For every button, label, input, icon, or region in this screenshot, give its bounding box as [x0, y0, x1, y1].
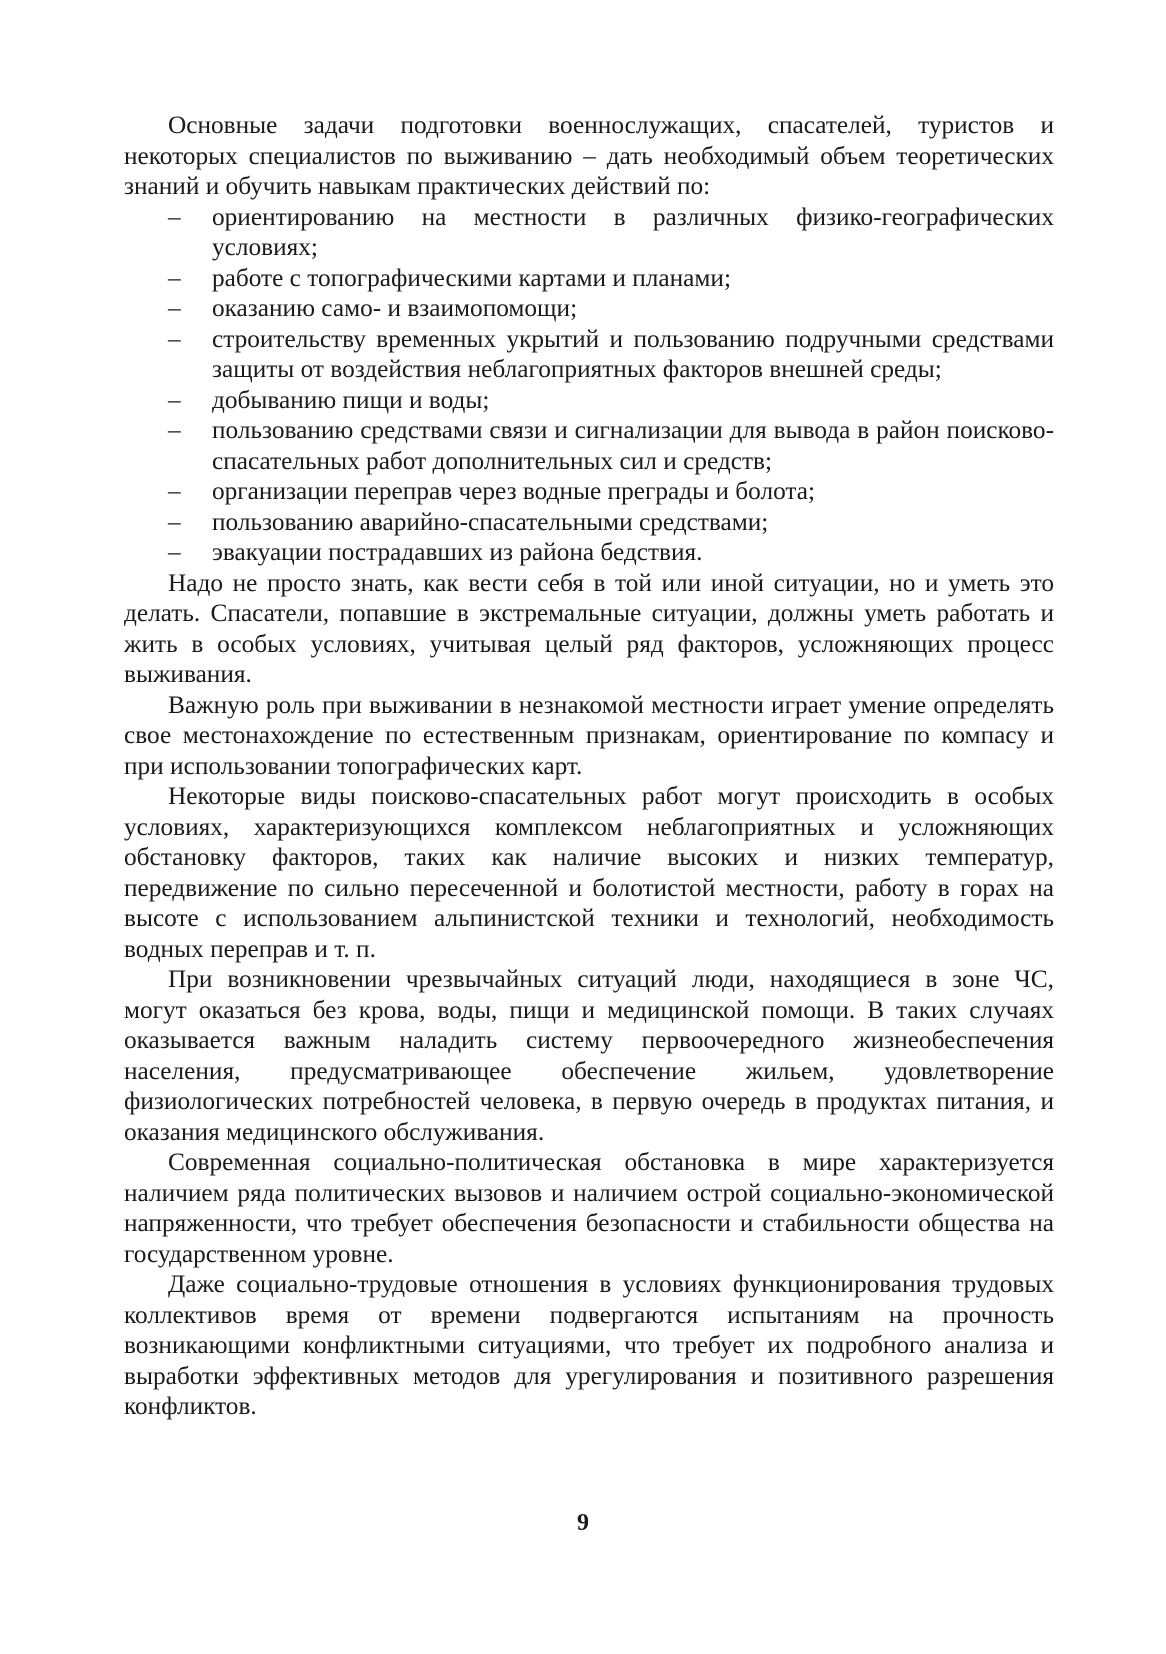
body-paragraph: Некоторые виды поисково-спасательных работ могут происходить в особых условиях, характеризующихся комплексом неблагоприятных и усложняющих обстановку факторов, таких как наличие высоких и низких температур, передвижение по сильно пересеченной и болотистой местности, работу в горах на высоте с использованием альпинистской техники и технологий, необходимость водных переправ и т. п.	[124, 782, 1054, 963]
list-dash: –	[168, 263, 181, 292]
list-item	[124, 385, 1054, 416]
page-number: 9	[577, 1510, 589, 1536]
list-item	[124, 476, 1054, 507]
list-item-text: ориентированию на местности в различных физико-географических условиях;	[212, 202, 1054, 261]
list-item-text: строительству временных укрытий и пользованию подручными средствами защиты от воздействия неблагоприятных факторов внешней среды;	[212, 324, 1054, 383]
list-dash: –	[168, 477, 181, 505]
list-item	[124, 507, 1054, 538]
list-dash: –	[168, 294, 181, 322]
list-item-text: работе с топографическими картами и планами;	[212, 263, 731, 292]
list-item-text: оказанию само- и взаимопомощи;	[212, 294, 578, 322]
list-item	[124, 415, 1054, 476]
list-dash: –	[168, 507, 181, 536]
page-body	[124, 110, 1054, 1422]
list-dash: –	[168, 324, 181, 353]
list-item	[124, 202, 1054, 263]
body-paragraph: Даже социально-трудовые отношения в условиях функционирования трудовых коллективов время от времени подвергаются испытаниям на прочность возникающими конфликтными ситуациями, что требует их подробного анализа и выработки эффективных методов для урегулирования и позитивного разрешения конфликтов.	[124, 1270, 1054, 1420]
list-item-text: пользованию средствами связи и сигнализации для вывода в район поисково-спасательных работ дополнительных сил и средств;	[212, 416, 1054, 475]
body-paragraph: При возникновении чрезвычайных ситуаций люди, находящиеся в зоне ЧС, могут оказаться без крова, воды, пищи и медицинской помощи. В таких случаях оказывается важным наладить систему первоочередного жизнеобеспечения населения, предусматривающее обеспечение жильем, удовлетворение физиологических потребностей человека, в первую очередь в продуктах питания, и оказания медицинского обслуживания.	[124, 965, 1054, 1146]
list-item-text: эвакуации пострадавших из района бедствия.	[212, 538, 703, 566]
list-dash: –	[168, 385, 181, 414]
list-item-text: пользованию аварийно-спасательными средствами;	[212, 507, 769, 536]
list-item	[124, 263, 1054, 294]
list-item	[124, 324, 1054, 385]
list-item-text: организации переправ через водные преграды и болота;	[212, 477, 816, 505]
list-item	[124, 293, 1054, 324]
list-dash: –	[168, 416, 181, 444]
list-dash: –	[168, 538, 181, 566]
body-paragraph: Надо не просто знать, как вести себя в той или иной ситуации, но и уметь это делать. Спасатели, попавшие в экстремальные ситуации, должны уметь работать и жить в особых условиях, учитывая целый ряд факторов, усложняющих процесс выживания.	[124, 568, 1054, 688]
list-dash: –	[168, 202, 181, 231]
intro-paragraph: Основные задачи подготовки военнослужащих, спасателей, туристов и некоторых специалистов по выживанию – дать необходимый объем теоретических знаний и обучить навыкам практических действий по:	[124, 111, 1054, 200]
task-list	[124, 202, 1054, 568]
list-item-text: добыванию пищи и воды;	[212, 385, 490, 414]
list-item	[124, 537, 1054, 568]
body-paragraph: Важную роль при выживании в незнакомой местности играет умение определять свое местонахождение по естественным признакам, ориентирование по компасу и при использовании топографических карт.	[124, 690, 1054, 780]
body-paragraph: Современная социально-политическая обстановка в мире характеризуется наличием ряда политических вызовов и наличием острой социально-экономической напряженности, что требует обеспечения безопасности и стабильности общества на государственном уровне.	[124, 1148, 1054, 1268]
